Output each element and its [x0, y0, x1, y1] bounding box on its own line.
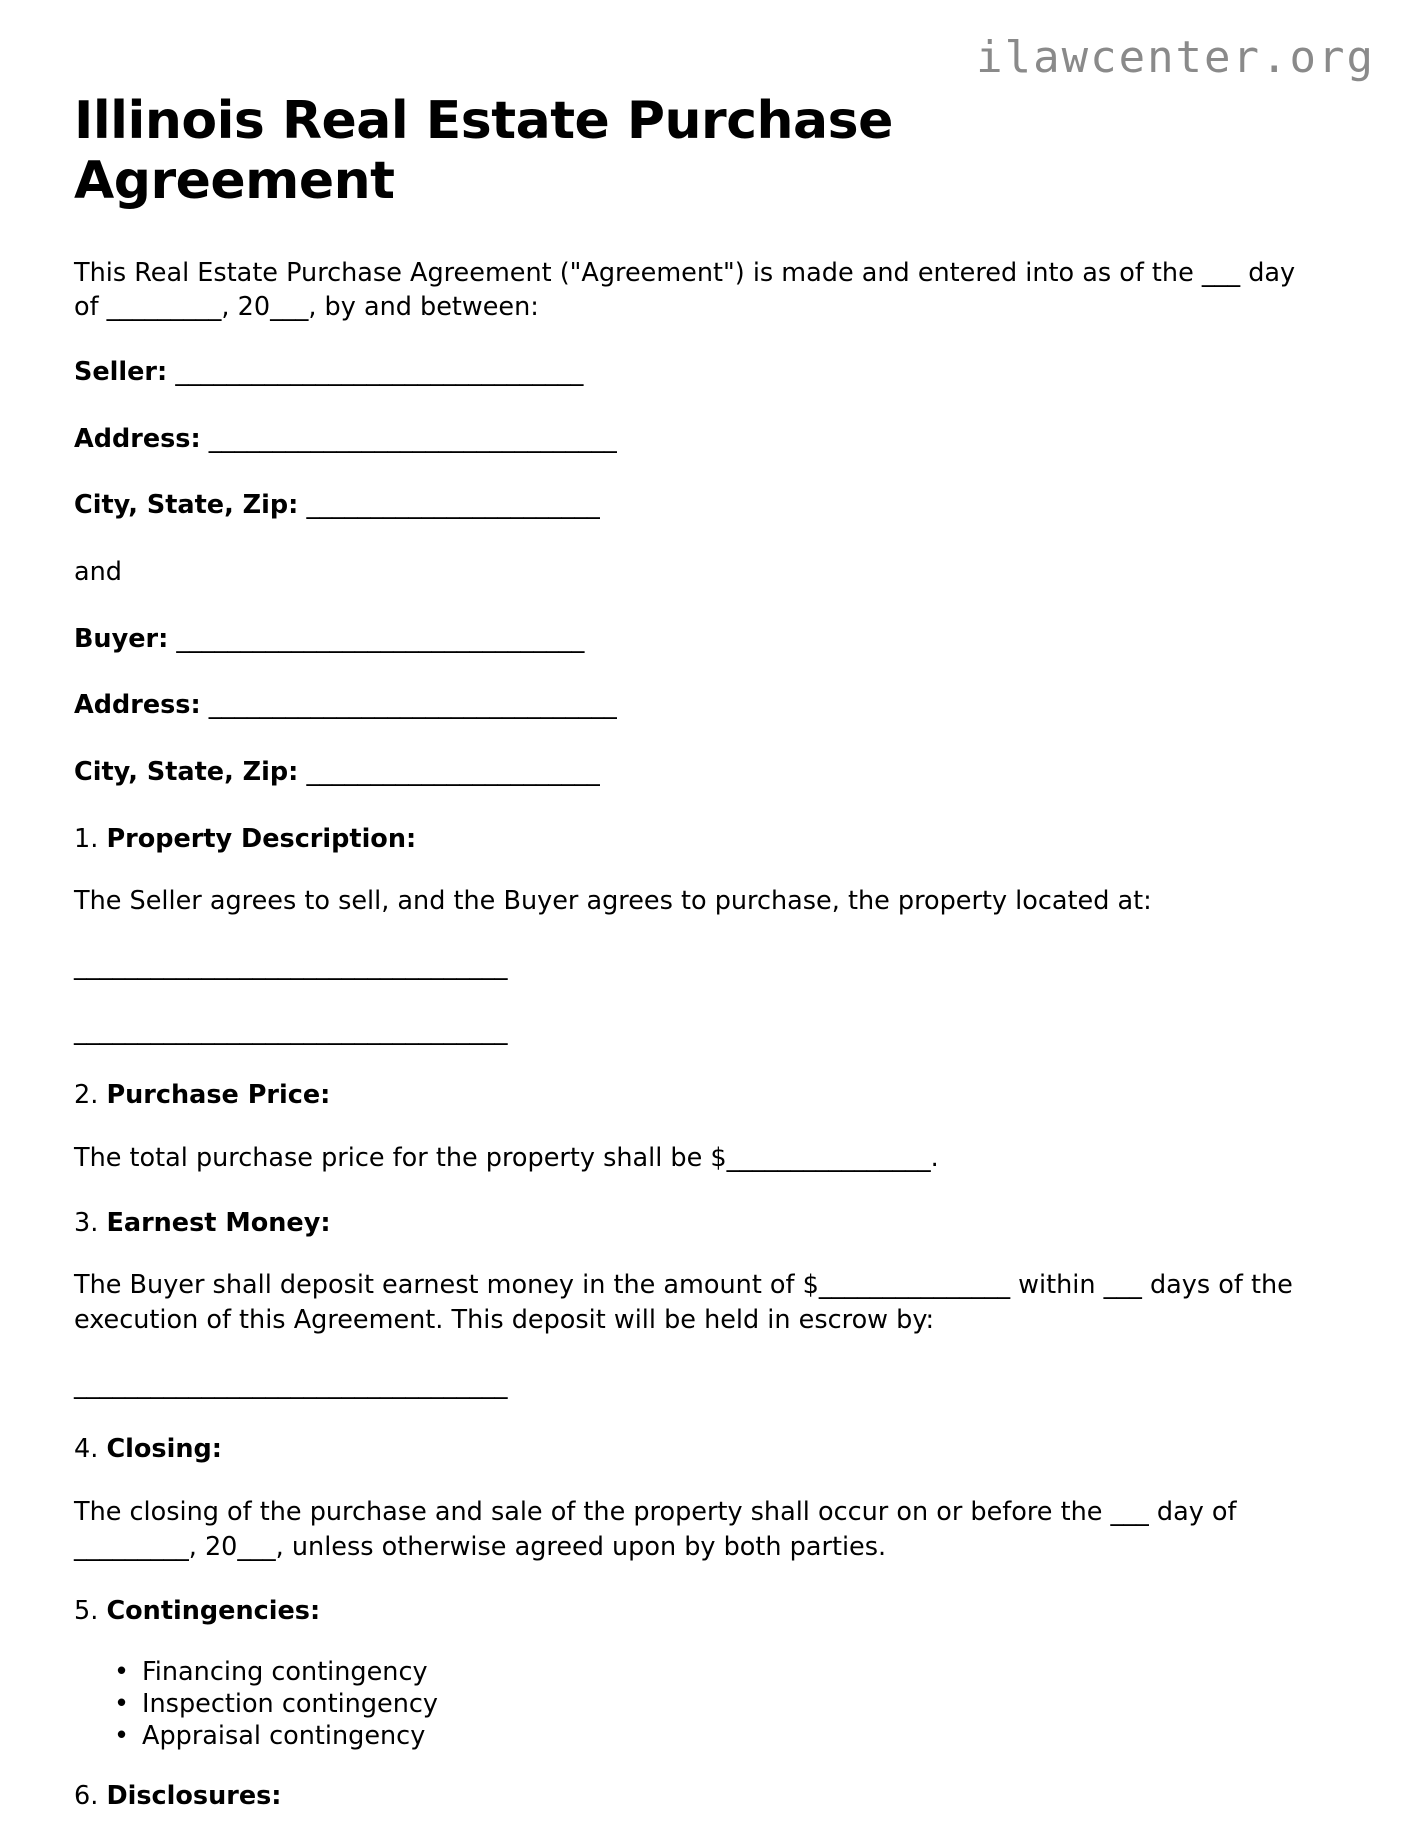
section-number-3: 3. [74, 1207, 99, 1238]
contingencies-list [74, 1657, 1312, 1751]
site-watermark: ilawcenter.org [976, 32, 1375, 83]
section-number-2: 2. [74, 1080, 99, 1111]
section-heading-4 [74, 1432, 1312, 1467]
section-number-5: 5. [74, 1596, 99, 1627]
field-seller-address-blank[interactable]: ________________________________ [200, 423, 617, 454]
field-seller [74, 355, 1312, 390]
field-buyer-label: Buyer: [74, 623, 169, 654]
section-title-4: Closing: [106, 1434, 222, 1465]
field-buyer-city-blank[interactable]: _______________________ [298, 756, 600, 787]
field-buyer-address-label: Address: [74, 690, 201, 721]
field-seller-blank[interactable]: ________________________________ [167, 356, 584, 387]
field-seller-label: Seller: [74, 356, 168, 387]
document-body [74, 92, 1312, 1826]
section-heading-1 [74, 822, 1312, 857]
section-heading-6 [74, 1779, 1312, 1814]
section-body-3: The Buyer shall deposit earnest money in the amount of $_______________ within ___ days of the execution of this Agreement. This deposit will be held in escrow by: [74, 1270, 1293, 1336]
list-item: • Financing contingency [142, 1657, 1312, 1687]
field-buyer-city-label: City, State, Zip: [74, 756, 299, 787]
page-title: Illinois Real Estate Purchase Agreement [74, 91, 893, 211]
intro-paragraph: This Real Estate Purchase Agreement ("Agreement") is made and entered into as of the ___ day of _________, 20___, by and between: [74, 257, 1296, 323]
field-buyer-blank[interactable]: ________________________________ [168, 623, 585, 654]
field-seller-city-blank[interactable]: _______________________ [298, 490, 600, 521]
field-seller-address [74, 422, 1312, 457]
section-title-1: Property Description: [106, 823, 417, 854]
section-title-5: Contingencies: [106, 1596, 321, 1627]
section-1-blank-2[interactable]: __________________________________ [74, 1015, 508, 1046]
section-heading-5 [74, 1594, 1312, 1629]
field-buyer-address [74, 688, 1312, 723]
section-heading-2 [74, 1078, 1312, 1113]
section-number-1: 1. [74, 823, 99, 854]
list-item: • Appraisal contingency [142, 1721, 1312, 1751]
section-3-blank-1[interactable]: __________________________________ [74, 1369, 508, 1400]
field-seller-city-state-zip [74, 488, 1312, 523]
section-title-2: Purchase Price: [106, 1080, 331, 1111]
list-item: • Inspection contingency [142, 1689, 1312, 1719]
section-number-6: 6. [74, 1781, 99, 1812]
field-buyer [74, 622, 1312, 657]
section-title-3: Earnest Money: [106, 1207, 331, 1238]
field-seller-address-label: Address: [74, 423, 201, 454]
section-1-blank-1[interactable]: __________________________________ [74, 950, 508, 981]
section-body-1: The Seller agrees to sell, and the Buyer agrees to purchase, the property located at: [74, 886, 1152, 917]
field-buyer-address-blank[interactable]: ________________________________ [200, 690, 617, 721]
section-body-2: The total purchase price for the property shall be $________________. [74, 1143, 939, 1173]
section-title-6: Disclosures: [106, 1781, 282, 1812]
field-buyer-city-state-zip [74, 755, 1312, 790]
section-number-4: 4. [74, 1434, 99, 1465]
section-heading-3 [74, 1206, 1312, 1241]
section-body-4: The closing of the purchase and sale of the property shall occur on or before the ___ day of _________, 20___, unless otherwise agreed upon by both parties. [74, 1497, 1237, 1562]
parties-conjunction: and [74, 556, 122, 587]
field-seller-city-label: City, State, Zip: [74, 490, 299, 521]
